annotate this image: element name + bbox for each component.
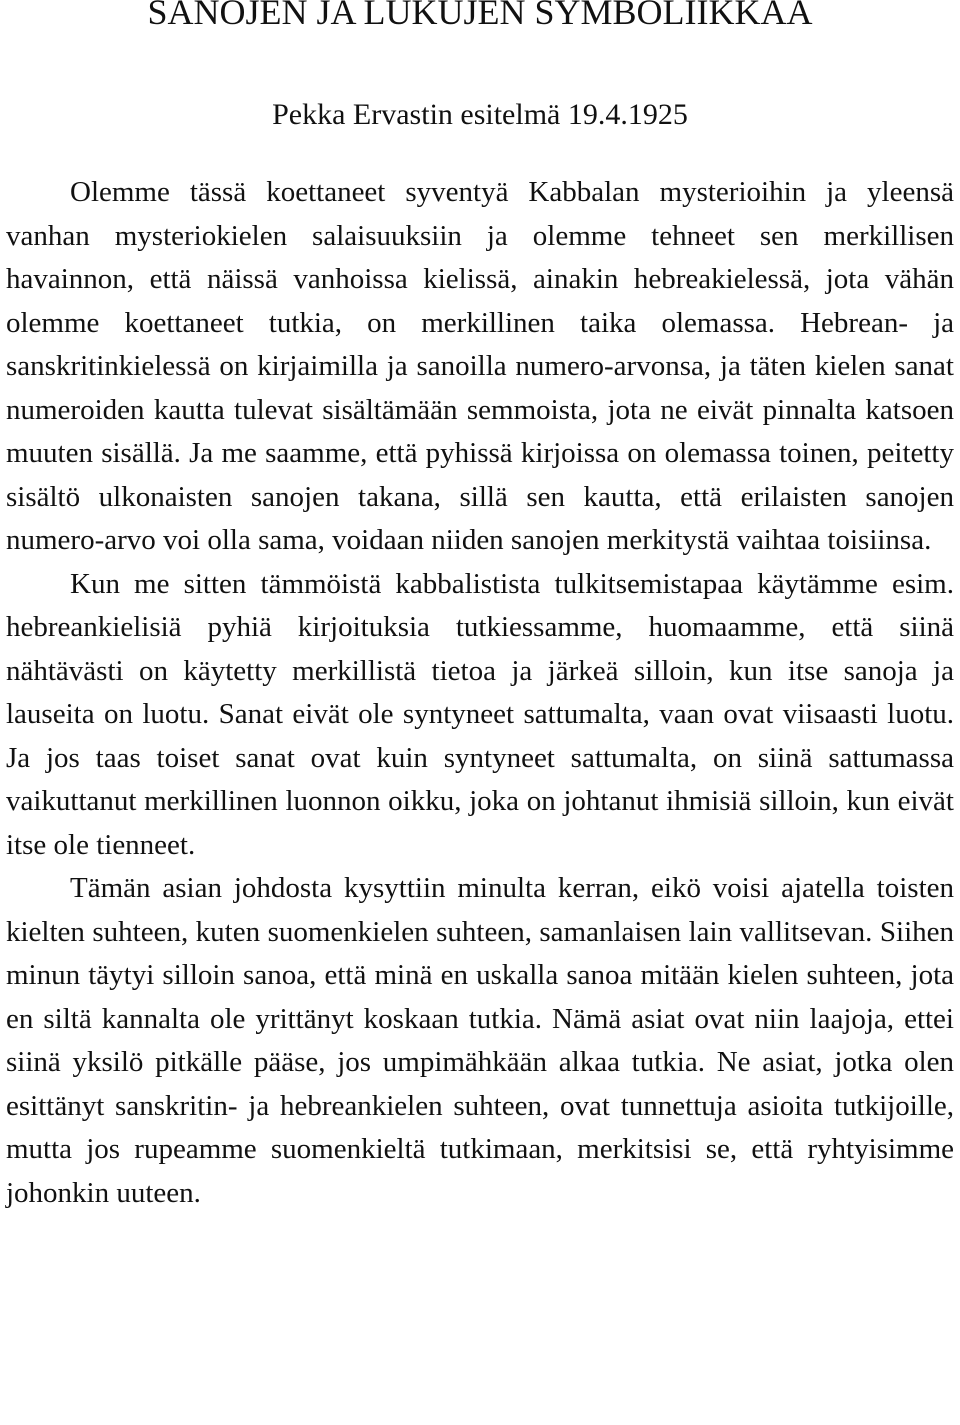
document-subtitle: Pekka Ervastin esitelmä 19.4.1925: [272, 98, 688, 131]
document-title: SANOJEN JA LUKUJEN SYMBOLIIKKAA: [147, 0, 813, 32]
document-page: [6, 0, 954, 1215]
paragraph-1: Olemme tässä koettaneet syventyä Kabbalan mysterioihin ja yleensä vanhan mysteriokielen salaisuuksiin ja olemme tehneet sen merkillisen havainnon, että näissä vanhoissa kielissä, ainakin hebreakielessä, jota vähän olemme koettaneet tutkia, on merkillinen taika olemassa. Hebrean- ja sanskritinkielessä on kirjaimilla ja sanoilla numero-arvonsa, ja täten kielen sanat numeroiden kautta tulevat sisältämään semmoista, jota ne eivät pinnalta katsoen muuten sisällä. Ja me saamme, että pyhissä kirjoissa on olemassa toinen, peitetty sisältö ulkonaisten sanojen takana, sillä sen kautta, että erilaisten sanojen numero-arvo voi olla sama, voidaan niiden sanojen merkitystä vaihtaa toisiinsa.: [6, 176, 954, 556]
paragraph-3: Tämän asian johdosta kysyttiin minulta kerran, eikö voisi ajatella toisten kielten suhteen, kuten suomenkielen suhteen, samanlaisen lain vallitsevan. Siihen minun täytyi silloin sanoa, että minä en uskalla sanoa mitään kielen suhteen, jota en siltä kannalta ole yrittänyt koskaan tutkia. Nämä asiat ovat niin laajoja, ettei siinä yksilö pitkälle pääse, jos umpimähkään alkaa tutkia. Ne asiat, jotka olen esittänyt sanskritin- ja hebreankielen suhteen, ovat tunnettuja asioita tutkijoille, mutta jos rupeamme suomenkieltä tutkimaan, merkitsisi se, että ryhtyisimme johonkin uuteen.: [6, 872, 954, 1209]
paragraph-2: Kun me sitten tämmöistä kabbalistista tulkitsemistapaa käytämme esim. hebreankielisiä pyhiä kirjoituksia tutkiessamme, huomaamme, että siinä nähtävästi on käytetty merkillistä tietoa ja järkeä silloin, kun itse sanoja ja lauseita on luotu. Sanat eivät ole syntyneet sattumalta, vaan ovat viisaasti luotu. Ja jos taas toiset sanat ovat kuin syntyneet sattumalta, on siinä sattumassa vaikuttanut merkillinen luonnon oikku, joka on johtanut ihmisiä silloin, kun eivät itse ole tienneet.: [6, 567, 954, 861]
